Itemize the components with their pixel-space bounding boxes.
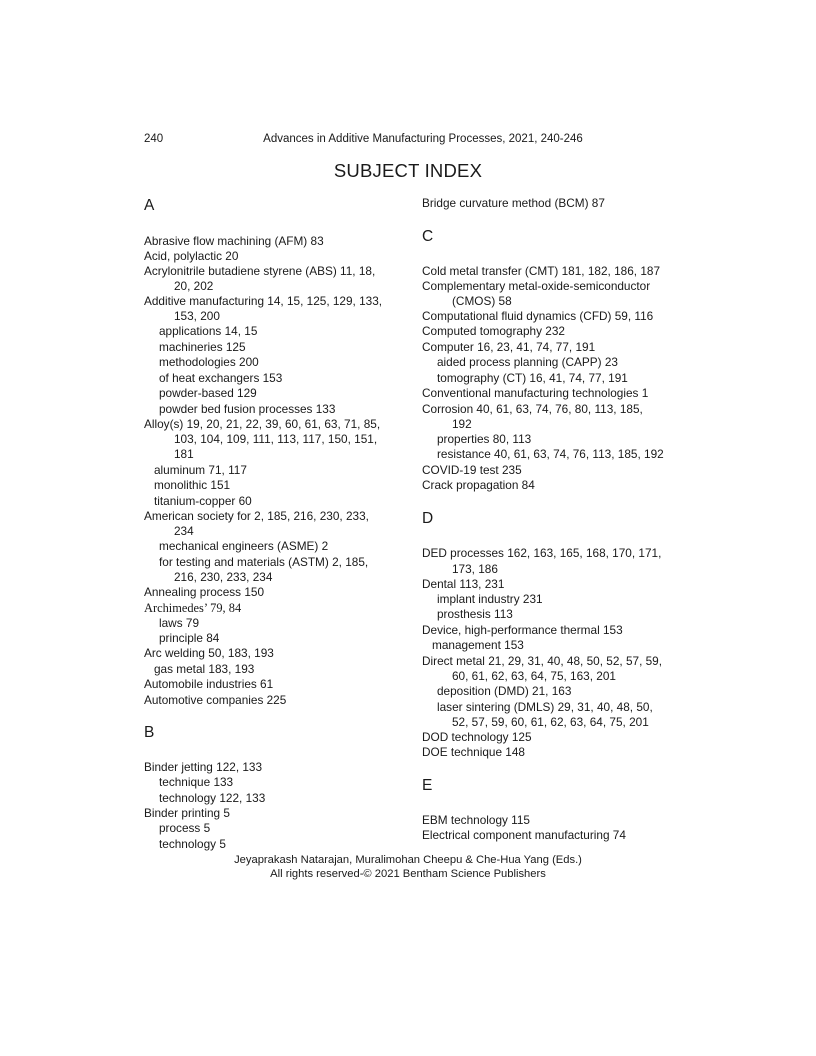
index-entry: Corrosion 40, 61, 63, 74, 76, 80, 113, 185,	[422, 402, 643, 416]
index-entry-continuation: 153, 200	[174, 309, 220, 323]
section-letter-c: C	[422, 228, 434, 245]
page-number: 240	[144, 133, 164, 145]
index-subentry: process 5	[159, 821, 211, 835]
index-subentry: powder-based 129	[159, 386, 257, 400]
index-entry: EBM technology 115	[422, 813, 530, 827]
index-entry: American society for 2, 185, 216, 230, 233,	[144, 509, 369, 523]
index-subentry: tomography (CT) 16, 41, 74, 77, 191	[437, 371, 628, 385]
index-entry: Computational fluid dynamics (CFD) 59, 116	[422, 309, 654, 323]
page-title: SUBJECT INDEX	[333, 160, 483, 181]
index-entry: Abrasive flow machining (AFM) 83	[144, 234, 324, 248]
index-entry: Acid, polylactic 20	[144, 249, 239, 263]
index-subentry: properties 80, 113	[437, 432, 532, 446]
index-entry-continuation: (CMOS) 58	[452, 294, 512, 308]
index-entry: DOE technique 148	[422, 745, 525, 759]
index-entry: Automotive companies 225	[144, 693, 287, 707]
index-entry-continuation: 103, 104, 109, 111, 113, 117, 150, 151,	[174, 432, 378, 446]
index-entry: Binder printing 5	[144, 806, 230, 820]
index-subentry: titanium-copper 60	[154, 494, 252, 508]
index-subentry: machineries 125	[159, 340, 246, 354]
index-entry: Computer 16, 23, 41, 74, 77, 191	[422, 340, 596, 354]
index-subentry: principle 84	[159, 631, 220, 645]
running-title: Advances in Additive Manufacturing Processes, 2021, 240-246	[263, 133, 583, 145]
index-entry: Acrylonitrile butadiene styrene (ABS) 11, 18,	[144, 264, 376, 278]
section-letter-d: D	[422, 510, 434, 527]
index-entry: DOD technology 125	[422, 730, 532, 744]
index-entry-continuation: 216, 230, 233, 234	[174, 570, 273, 584]
index-subentry: management 153	[432, 638, 524, 652]
index-entry-continuation: 181	[174, 447, 194, 461]
index-entry-continuation: 52, 57, 59, 60, 61, 62, 63, 64, 75, 201	[452, 715, 649, 729]
index-entry-continuation: 234	[174, 524, 194, 538]
index-subentry: prosthesis 113	[437, 607, 513, 621]
index-entry: Electrical component manufacturing 74	[422, 828, 626, 842]
index-entry-continuation: 192	[452, 417, 472, 431]
index-subentry: mechanical engineers (ASME) 2	[159, 539, 329, 553]
index-entry: Dental 113, 231	[422, 577, 505, 591]
index-subentry: powder bed fusion processes 133	[159, 402, 336, 416]
index-entry: Annealing process 150	[144, 585, 265, 599]
index-subentry: technique 133	[159, 775, 234, 789]
index-entry: Automobile industries 61	[144, 677, 274, 691]
section-letter-e: E	[422, 777, 433, 794]
index-entry: Direct metal 21, 29, 31, 40, 48, 50, 52, 57, 59,	[422, 654, 663, 668]
index-entry-continuation: 60, 61, 62, 63, 64, 75, 163, 201	[452, 669, 616, 683]
index-subentry: aided process planning (CAPP) 23	[437, 355, 618, 369]
index-entry: COVID-19 test 235	[422, 463, 522, 477]
index-subentry: technology 122, 133	[159, 791, 266, 805]
index-subentry: laws 79	[159, 616, 199, 630]
index-entry: Crack propagation 84	[422, 478, 535, 492]
index-subentry: aluminum 71, 117	[154, 463, 247, 477]
index-subentry: technology 5	[159, 837, 226, 851]
index-entry: Alloy(s) 19, 20, 21, 22, 39, 60, 61, 63, 71, 85,	[144, 417, 381, 431]
index-subentry: monolithic 151	[154, 478, 231, 492]
index-entry: Device, high-performance thermal 153	[422, 623, 623, 637]
section-letter-a: A	[144, 197, 155, 214]
index-entry: Bridge curvature method (BCM) 87	[422, 196, 605, 210]
index-entry: Conventional manufacturing technologies 1	[422, 386, 649, 400]
index-subentry: laser sintering (DMLS) 29, 31, 40, 48, 50,	[437, 700, 653, 714]
index-entry: Additive manufacturing 14, 15, 125, 129, 133,	[144, 294, 383, 308]
index-entry-continuation: 20, 202	[174, 279, 214, 293]
index-entry: Cold metal transfer (CMT) 181, 182, 186, 187	[422, 264, 661, 278]
footer-editors: Jeyaprakash Natarajan, Muralimohan Cheepu & Che-Hua Yang (Eds.)	[234, 854, 582, 866]
index-entry: Binder jetting 122, 133	[144, 760, 263, 774]
index-subentry: gas metal 183, 193	[154, 662, 255, 676]
index-entry: Computed tomography 232	[422, 324, 565, 338]
index-subentry: methodologies 200	[159, 355, 259, 369]
index-subentry: resistance 40, 61, 63, 74, 76, 113, 185, 192	[437, 447, 664, 461]
index-entry: DED processes 162, 163, 165, 168, 170, 171,	[422, 546, 662, 560]
section-letter-b: B	[144, 724, 155, 741]
index-subentry: for testing and materials (ASTM) 2, 185,	[159, 555, 369, 569]
footer-rights: All rights reserved-© 2021 Bentham Science Publishers	[270, 868, 546, 880]
index-entry: Archimedes’ 79, 84	[144, 601, 242, 615]
index-subentry: implant industry 231	[437, 592, 543, 606]
index-subentry: deposition (DMD) 21, 163	[437, 684, 572, 698]
index-entry-continuation: 173, 186	[452, 562, 498, 576]
index-entry: Complementary metal-oxide-semiconductor	[422, 279, 651, 293]
index-entry: Arc welding 50, 183, 193	[144, 646, 274, 660]
index-subentry: applications 14, 15	[159, 324, 258, 338]
index-subentry: of heat exchangers 153	[159, 371, 283, 385]
